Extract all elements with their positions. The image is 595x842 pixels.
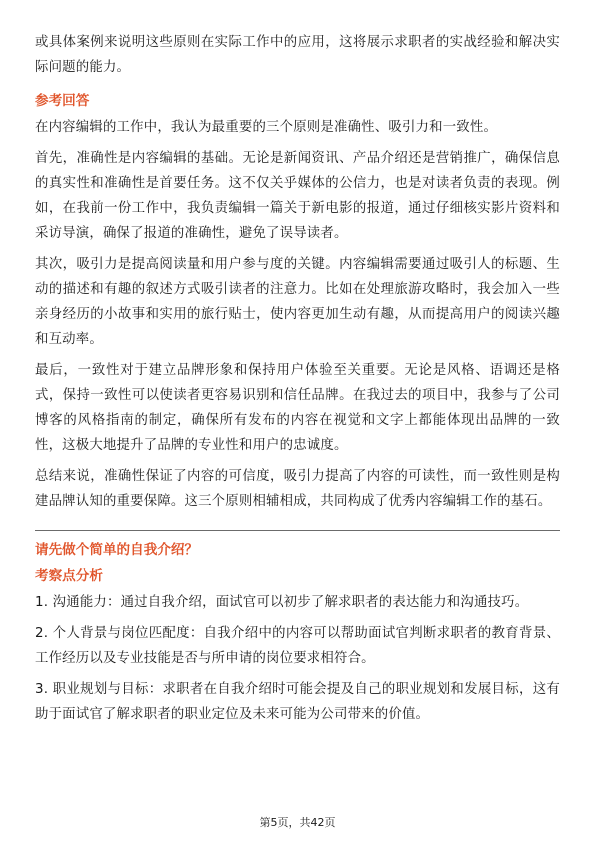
- section-divider: [35, 530, 560, 531]
- answer-paragraph: 首先，准确性是内容编辑的基础。无论是新闻资讯、产品介绍还是营销推广，确保信息的真实性和准确性是首要任务。这不仅关乎媒体的公信力，也是对读者负责的表现。例如，在我前一份工作中，我负责编辑一篇关于新电影的报道，通过仔细核实影片资料和采访导演，确保了报道的准确性，避免了误导读者。: [35, 151, 560, 241]
- analysis-heading: 考察点分析: [35, 568, 103, 584]
- question-title: 请先做个简单的自我介绍？: [35, 542, 199, 558]
- answer-paragraph: 最后，一致性对于建立品牌形象和保持用户体验至关重要。无论是风格、语调还是格式，保持一致性可以使读者更容易识别和信任品牌。在我过去的项目中，我参与了公司博客的风格指南的制定，确保所有发布的内容在视觉和文字上都能体现出品牌的一致性，这极大地提升了品牌的专业性和用户的忠诚度。: [35, 363, 560, 453]
- answer-heading: 参考回答: [35, 93, 90, 109]
- analysis-point: 1. 沟通能力：通过自我介绍，面试官可以初步了解求职者的表达能力和沟通技巧。: [35, 595, 529, 610]
- analysis-point: 3. 职业规划与目标：求职者在自我介绍时可能会提及自己的职业规划和发展目标，这有助于面试官了解求职者的职业定位及未来可能为公司带来的价值。: [35, 682, 560, 722]
- document-page: [35, 30, 560, 733]
- intro-tail-paragraph: 或具体案例来说明这些原则在实际工作中的应用，这将展示求职者的实战经验和解决实际问题的能力。: [35, 35, 560, 75]
- page-number-footer: 第5页，共42页: [259, 816, 336, 829]
- analysis-point: 2. 个人背景与岗位匹配度：自我介绍中的内容可以帮助面试官判断求职者的教育背景、工作经历以及专业技能是否与所申请的岗位要求相符合。: [35, 626, 560, 666]
- answer-paragraph: 其次，吸引力是提高阅读量和用户参与度的关键。内容编辑需要通过吸引人的标题、生动的描述和有趣的叙述方式吸引读者的注意力。比如在处理旅游攻略时，我会加入一些亲身经历的小故事和实用的旅行贴士，使内容更加生动有趣，从而提高用户的阅读兴趣和互动率。: [35, 257, 560, 347]
- answer-paragraph: 总结来说，准确性保证了内容的可信度，吸引力提高了内容的可读性，而一致性则是构建品牌认知的重要保障。这三个原则相辅相成，共同构成了优秀内容编辑工作的基石。: [35, 469, 560, 509]
- answer-paragraph: 在内容编辑的工作中，我认为最重要的三个原则是准确性、吸引力和一致性。: [35, 120, 498, 135]
